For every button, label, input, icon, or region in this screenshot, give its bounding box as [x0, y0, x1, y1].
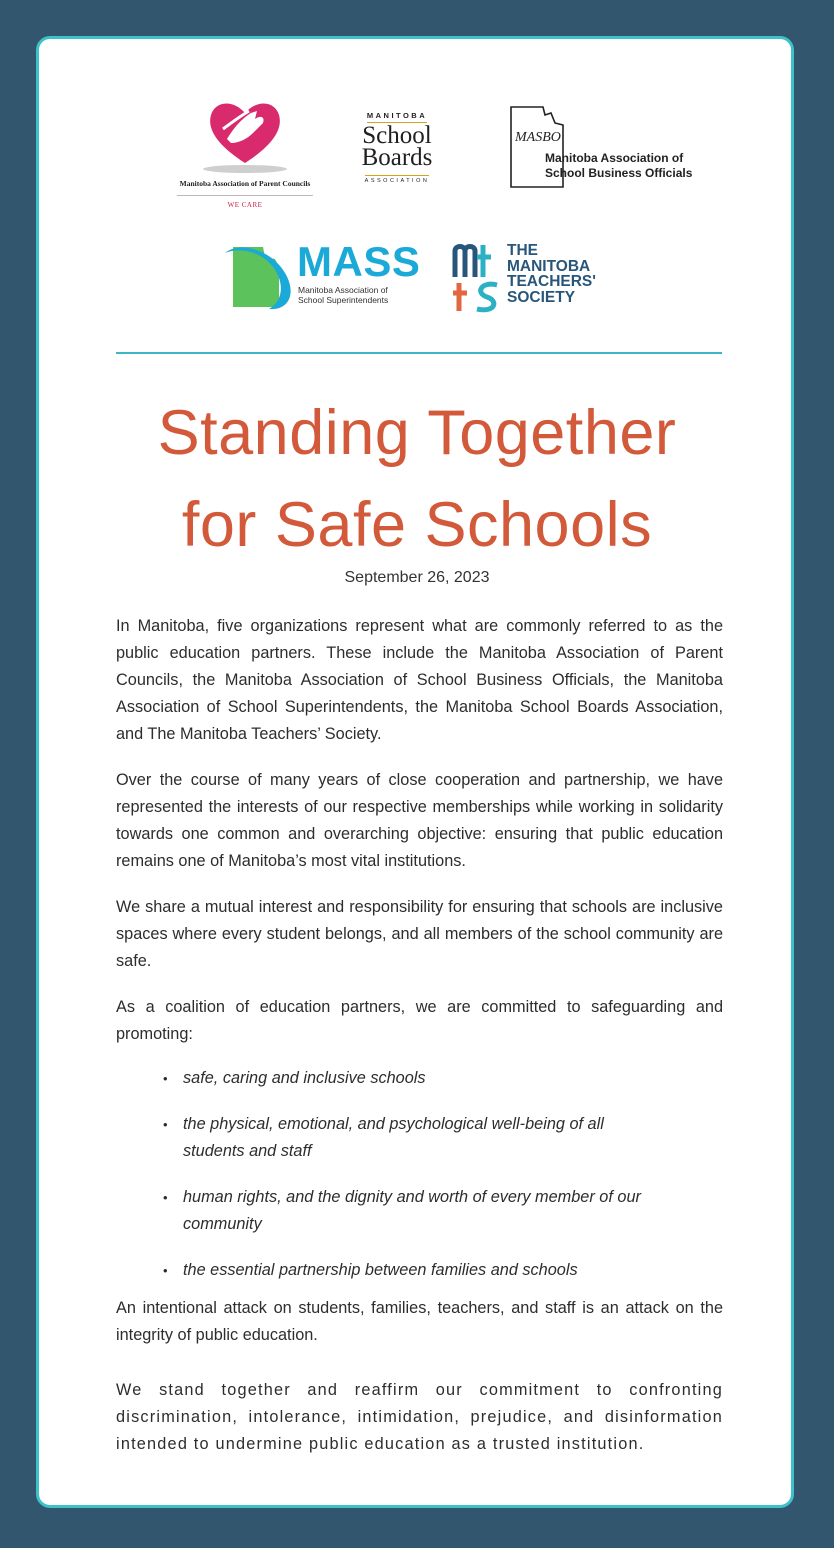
mapc-rule: [177, 195, 313, 196]
bullet-icon: •: [163, 1071, 168, 1086]
list-item-text: the physical, emotional, and psychological well-being of all students and staff: [183, 1115, 604, 1160]
bullet-icon: •: [163, 1117, 168, 1132]
paragraph-2: Over the course of many years of close cooperation and partnership, we have represented the interests of our respective memberships while working in solidarity towards one common and overarching objective: ensuring that public education remains one of Manitoba’s most vital institutions.: [116, 771, 723, 870]
bullet-icon: •: [163, 1190, 168, 1205]
mapc-tagline: WE CARE: [227, 201, 263, 209]
masbo-mark: MASBO: [515, 130, 561, 145]
commitments-list: [163, 1065, 663, 1303]
msba-name: School Boards: [361, 122, 433, 171]
msba-top: MANITOBA: [367, 111, 427, 123]
mts-line2: MANITOBA: [507, 257, 591, 275]
mapc-logo: [157, 89, 333, 217]
list-item: [163, 1257, 663, 1284]
statement-date: September 26, 2023: [344, 569, 490, 586]
title-line-1: Standing Together: [157, 398, 677, 468]
mts-monogram-icon: [451, 241, 505, 315]
mts-line4: SOCIETY: [507, 288, 576, 306]
list-item: [163, 1111, 663, 1165]
mts-name: [507, 243, 596, 305]
mass-swoosh-icon: [219, 237, 299, 317]
mts-line1: THE: [507, 242, 538, 259]
mts-line3: TEACHERS': [507, 273, 596, 290]
masbo-name: [545, 151, 745, 181]
msba-logo: [347, 105, 447, 191]
list-item: [163, 1184, 663, 1238]
paragraph-1: In Manitoba, five organizations represent what are commonly referred to as the public education partners. These include the Manitoba Association of Parent Councils, the Manitoba Association of School Business Officials, the Manitoba Association of School Superintendents, the Manitoba School Boards Association, and The Manitoba Teachers’ Society.: [116, 617, 723, 743]
mass-subtitle: [298, 285, 428, 305]
paragraph-6: We stand together and reaffirm our commitment to confronting discrimination, intolerance, intimidation, prejudice, and disinformation intended to undermine public education as a trusted institution.: [116, 1381, 723, 1453]
mass-name: MASS: [297, 238, 421, 285]
title-line-2: for Safe Schools: [181, 490, 653, 560]
paragraph-5: An intentional attack on students, families, teachers, and staff is an attack on the integrity of public education.: [116, 1299, 723, 1344]
list-item-text: the essential partnership between families and schools: [183, 1261, 578, 1279]
masbo-line1: Manitoba Association of: [545, 151, 684, 165]
header-divider: [116, 352, 722, 354]
mts-logo: [451, 239, 631, 319]
list-item-text: human rights, and the dignity and worth of every member of our community: [183, 1188, 641, 1233]
mapc-name: Manitoba Association of Parent Councils: [179, 179, 311, 188]
paragraph-4: As a coalition of education partners, we are committed to safeguarding and promoting:: [116, 998, 723, 1043]
masbo-line2: School Business Officials: [545, 166, 693, 180]
page-title: [79, 387, 755, 571]
mass-line1: Manitoba Association of: [298, 285, 388, 295]
list-item: [163, 1065, 663, 1092]
statement-card: [36, 36, 794, 1508]
msba-bottom: ASSOCIATION: [365, 175, 430, 184]
paragraph-3: We share a mutual interest and responsibility for ensuring that schools are inclusive spaces where every student belongs, and all members of the school community are safe.: [116, 898, 723, 970]
bullet-icon: •: [163, 1263, 168, 1278]
heart-hands-icon: [157, 89, 333, 177]
mass-line2: School Superintendents: [298, 295, 389, 305]
mass-logo: [219, 237, 419, 317]
masbo-logo: [501, 99, 751, 199]
list-item-text: safe, caring and inclusive schools: [183, 1069, 426, 1087]
